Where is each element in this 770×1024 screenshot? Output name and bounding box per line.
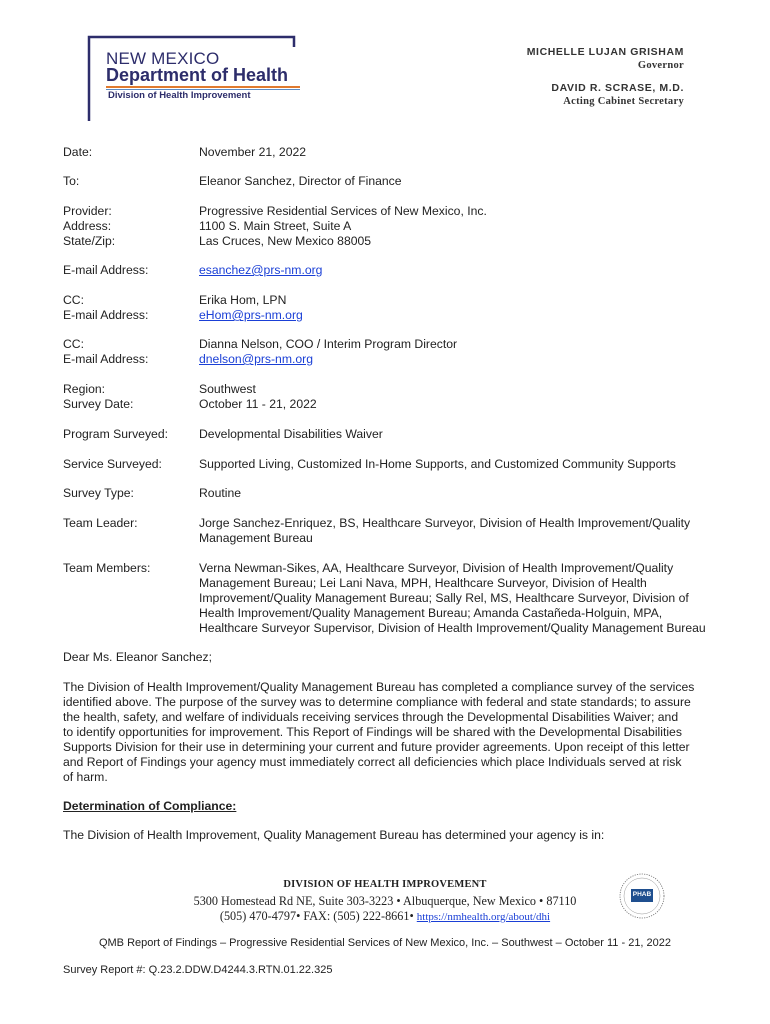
team-leader-line: Jorge Sanchez-Enriquez, BS, Healthcare Surveyor, Division of Health Improvement/Quality bbox=[199, 516, 691, 530]
survey-report-number: Survey Report #: Q.23.2.DDW.D4244.3.RTN.01.22.325 bbox=[63, 964, 333, 976]
report-footer-line: QMB Report of Findings – Progressive Residential Services of New Mexico, Inc. – Southwest – October 11 - 21, 2022 bbox=[98, 937, 672, 949]
email-link[interactable]: esanchez@prs-nm.org bbox=[199, 263, 323, 277]
logo-department-name: Department of Health bbox=[106, 65, 289, 85]
footer-phone-fax: (505) 470-4797• FAX: (505) 222-8661• bbox=[219, 909, 417, 923]
team-leader-label: Team Leader: bbox=[63, 516, 138, 530]
determination-heading: Determination of Compliance: bbox=[63, 799, 237, 813]
email-label: E-mail Address: bbox=[63, 263, 149, 277]
cc1-email-link[interactable]: eHom@prs-nm.org bbox=[199, 308, 303, 322]
cc1-label: CC: bbox=[63, 293, 84, 307]
governor-title: Governor bbox=[637, 60, 684, 71]
cc1-name: Erika Hom, LPN bbox=[199, 293, 287, 307]
team-members-line: Health Improvement/Quality Management Bureau; Amanda Castañeda-Holguin, MPA, bbox=[199, 606, 663, 620]
cc1-email-label: E-mail Address: bbox=[63, 308, 149, 322]
region-label: Region: bbox=[63, 382, 106, 396]
footer-url-link[interactable]: https://nmhealth.org/about/dhi bbox=[416, 911, 551, 923]
state-zip-label: State/Zip: bbox=[63, 234, 116, 248]
team-members-line: Management Bureau; Lei Lani Nava, MPH, Healthcare Surveyor, Division of Health bbox=[199, 576, 647, 590]
address-label: Address: bbox=[63, 219, 112, 233]
logo-division-name: Division of Health Improvement bbox=[108, 90, 251, 101]
governor-name: MICHELLE LUJAN GRISHAM bbox=[526, 46, 684, 58]
secretary-title: Acting Cabinet Secretary bbox=[563, 96, 684, 107]
footer-division: DIVISION OF HEALTH IMPROVEMENT bbox=[283, 879, 487, 890]
cc2-label: CC: bbox=[63, 337, 84, 351]
team-members-label: Team Members: bbox=[63, 561, 151, 575]
logo-orange-stripe bbox=[106, 86, 300, 88]
to-value: Eleanor Sanchez, Director of Finance bbox=[199, 174, 402, 188]
body-paragraph-line: to identify opportunities for improvement. This Report of Findings will be shared with the Developmental Disabilities bbox=[63, 725, 682, 739]
program-value: Developmental Disabilities Waiver bbox=[199, 427, 383, 441]
state-zip-value: Las Cruces, New Mexico 88005 bbox=[199, 234, 372, 248]
provider-label: Provider: bbox=[63, 204, 112, 218]
secretary-name: DAVID R. SCRASE, M.D. bbox=[551, 82, 684, 94]
body-paragraph-line: identified above. The purpose of the survey was to determine compliance with federal and state standards; to assure bbox=[63, 695, 691, 709]
provider-value: Progressive Residential Services of New Mexico, Inc. bbox=[199, 204, 487, 218]
body-paragraph-line: and Report of Findings your agency must immediately correct all deficiencies which place Individuals served at risk bbox=[63, 755, 682, 769]
cc2-email-label: E-mail Address: bbox=[63, 352, 149, 366]
logo-state-name: NEW MEXICO bbox=[106, 49, 220, 68]
survey-date-label: Survey Date: bbox=[63, 397, 134, 411]
region-value: Southwest bbox=[199, 382, 256, 396]
date-label: Date: bbox=[63, 145, 93, 159]
salutation: Dear Ms. Eleanor Sanchez; bbox=[63, 650, 213, 664]
service-value: Supported Living, Customized In-Home Supports, and Customized Community Supports bbox=[199, 457, 676, 471]
to-label: To: bbox=[63, 174, 80, 188]
team-members-line: Healthcare Surveyor Supervisor, Division of Health Improvement/Quality Management Bureau bbox=[199, 621, 706, 635]
survey-type-label: Survey Type: bbox=[63, 486, 134, 500]
cc2-email-link[interactable]: dnelson@prs-nm.org bbox=[199, 352, 313, 366]
service-label: Service Surveyed: bbox=[63, 457, 162, 471]
address-value: 1100 S. Main Street, Suite A bbox=[199, 219, 352, 233]
program-label: Program Surveyed: bbox=[63, 427, 168, 441]
footer-address: 5300 Homestead Rd NE, Suite 303-3223 • Albuquerque, New Mexico • 87110 bbox=[193, 894, 577, 908]
survey-date-value: October 11 - 21, 2022 bbox=[199, 397, 317, 411]
body-paragraph-line: of harm. bbox=[63, 770, 108, 784]
team-members-line: Verna Newman-Sikes, AA, Healthcare Surveyor, Division of Health Improvement/Quality bbox=[199, 561, 674, 575]
body-paragraph-line: The Division of Health Improvement/Quality Management Bureau has completed a compliance survey of the services bbox=[63, 680, 695, 694]
phab-accreditation-seal bbox=[618, 872, 666, 920]
body-paragraph-line: Supports Division for their use in determining your current and future provider agreements. Upon receipt of this letter bbox=[63, 740, 690, 754]
survey-type-value: Routine bbox=[199, 486, 242, 500]
determination-text: The Division of Health Improvement, Quality Management Bureau has determined your agency is in: bbox=[63, 828, 605, 842]
date-value: November 21, 2022 bbox=[199, 145, 307, 159]
team-members-line: Improvement/Quality Management Bureau; Sally Rel, MS, Healthcare Surveyor, Division of bbox=[199, 591, 689, 605]
seal-text: PHAB bbox=[632, 891, 652, 898]
team-leader-line: Management Bureau bbox=[199, 531, 313, 545]
body-paragraph-line: the health, safety, and welfare of individuals receiving services through the Developmental Disabilities Waiver; and bbox=[63, 710, 679, 724]
cc2-name: Dianna Nelson, COO / Interim Program Director bbox=[199, 337, 458, 351]
